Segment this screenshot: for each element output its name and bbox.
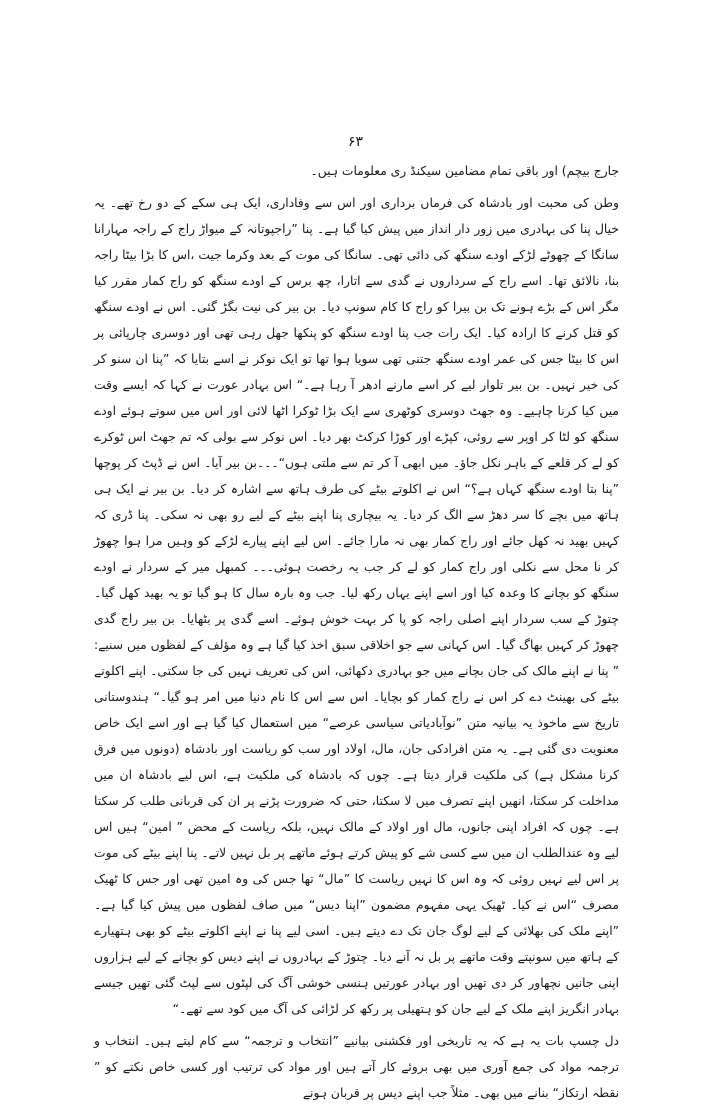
paragraph-1: جارج بیچم) اور باقی تمام مضامین سیکنڈ ری معلومات ہیں۔ bbox=[310, 164, 619, 178]
paragraph-3: دل چسپ بات یہ ہے کہ یہ تاریخی اور فکشنی بیانیے ”انتخاب و ترجمہ“ سے کام لیتے ہیں۔ انتخاب و ترجمہ مواد کی جمع آوری میں بھی بروئے کار آتے ہیں اور مواد کی ترتیب اور کسی خاص نکتے کو ” نقطہ ارتکاز“ بنانے میں بھی۔ مثلاً جب اپنے دیس پر قربان ہونے bbox=[94, 1034, 619, 1100]
page-body bbox=[94, 158, 619, 1106]
paragraph-2: وطن کی محبت اور بادشاہ کی فرماں برداری اور اس سے وفاداری، ایک ہی سکے کے دو رخ تھے۔ یہ خیال پنا کی بہادری میں زور دار انداز میں پیش کیا گیا ہے۔ پنا ”راجپوتانہ کے میواڑ راج کے راجہ مہارانا سانگا کے چھوٹے لڑکے اودے سنگھ کی دائی تھی۔ سانگا کی موت کے بعد وکرما جیت ،اس کا بڑا بیٹا راجہ بنا، نالائق تھا۔ اسے راج کے سرداروں نے گدی سے اتارا، چھ برس کے اودے سنگھ کو راج کمار مقرر کیا مگر اس کے بڑے ہونے تک بن بیرا کو راج کا کام سونپ دیا۔ بن بیر کی نیت بگڑ گئی۔ اس نے اودے سنگھ کو قتل کرنے کا ارادہ کیا۔ ایک رات جب پنا اودے سنگھ کو پنکھا جھل رہی تھی اور دوسری چارپائی پر اس کا بیٹا جس کی عمر اودے سنگھ جتنی تھی سویا ہوا تھا تو ایک نوکر نے اسے بتایا کہ ”پنا ان سنو کر کی خیر نہیں۔ بن بیر تلوار لیے کر اسے مارنے ادھر آ رہا ہے۔“ اس بہادر عورت نے کہا کہ ایسے وقت میں کیا کرنا چاہیے۔ وہ جھٹ دوسری کوٹھری سے ایک بڑا ٹوکرا اٹھا لائی اور اس میں سوتے ہوئے اودے سنگھ کو لٹا کر اوپر سے روئی، کپڑے اور کوڑا کرکٹ بھر دیا۔ اس نوکر سے بولی کہ تم جھٹ اس ٹوکرے کو لے کر قلعے کے باہر نکل جاؤ۔ میں ابھی آ کر تم سے ملتی ہوں“۔۔۔بن بیر آیا۔ اس نے ڈپٹ کر پوچھا ”پنا بتا اودے سنگھ کہاں ہے؟“ اس نے اکلوتے بیٹے کی طرف ہاتھ سے اشارہ کر دیا۔ بن بیر نے ایک ہی ہاتھ میں بچے کا سر دھڑ سے الگ کر دیا۔ یہ بیچاری پنا اپنے بیٹے کے لیے رو بھی نہ سکی۔ پنا ڈری کہ کہیں بھید نہ کھل جائے اور راج کمار بھی نہ مارا جائے۔ اس لیے اپنے پیارے لڑکے کو وہیں مرا ہوا چھوڑ کر نا محل سے نکلی اور راج کمار کو لے کر جب یہ رخصت ہوئی۔۔۔ کمبھل میر کے سردار نے اودے سنگھ کو بچانے کا وعدہ کیا اور اسے اپنے یہاں رکھ لیا۔ جب وہ بارہ سال کا ہو گیا تو یہ بھید کھل گیا۔ چتوڑ کے سب سردار اپنے اصلی راجہ کو پا کر بہت خوش ہوئے۔ اسے گدی پر بٹھایا۔ بن بیر راج گدی چھوڑ کر کہیں بھاگ گیا۔ اس کہانی سے جو اخلاقی سبق اخذ کیا گیا ہے وہ مؤلف کے لفظوں میں سنیے: ” پنا نے اپنے مالک کی جان بچانے میں جو بہادری دکھائی، اس کی تعریف نہیں کی جا سکتی۔ اپنے اکلوتے بیٹے کی بھینٹ دے کر اس نے راج کمار کو بچایا۔ اس سے اس کا نام دنیا میں امر ہو گیا۔“ ہندوستانی تاریخ سے ماخوذ یہ بیانیہ متن ”نوآبادیاتی سیاسی عرصے“ میں استعمال کیا گیا ہے اور اسے ایک خاص معنویت دی گئی ہے۔ یہ متن افرادکی جان، مال، اولاد اور سب کو ریاست اور بادشاہ (دونوں میں فرق کرنا مشکل ہے) کی ملکیت قرار دیتا ہے۔ چوں کہ بادشاہ کی ملکیت ہے، اس لیے بادشاہ ان میں مداخلت کر سکتا، انھیں اپنے تصرف میں لا سکتا، حتی کہ ضرورت پڑنے پر ان کی قربانی طلب کر سکتا ہے۔ چوں کہ افراد اپنی جانوں، مال اور اولاد کے مالک نہیں، بلکہ ریاست کے محض ” امین“ ہیں اس لیے وہ عندالطلب ان میں سے کسی شے کو پیش کرتے ہوئے ماتھے پر بل نہیں لاتے۔ پنا اپنے بیٹے کی موت پر اس لیے نہیں روئی کہ وہ اس کا نہیں ریاست کا ”مال“ تھا جس کی وہ امین تھی اور جس کا ٹھیک مصرف “اس نے کیا۔ ٹھیک یہی مفہوم مضمون ”اپنا دیس“ میں صاف لفظوں میں پیش کیا گیا ہے۔ ”اپنے ملک کی بھلائی کے لیے لوگ جان تک دے دیتے ہیں۔ اسی لیے پنا نے اپنے اکلوتے بیٹے کو بھی ہتھیارے کے ہاتھ میں سونپتے وقت ماتھے پر بل نہ آنے دیا۔ چتوڑ کے بہادروں نے اپنے دیس کو بچانے کے لیے ہزاروں اپنی جانیں نچھاور کر دی تھیں اور بہادر عورتیں ہنسی خوشی آگ کی لپٹوں سے لپٹ گئی تھیں جیسے بہادر انگریز اپنے ملک کے لیے جان کو ہتھیلی پر رکھ کر لڑائی کی آگ میں کود سے تھے۔“ bbox=[94, 196, 619, 1016]
page-number: ۶۳ bbox=[347, 134, 364, 150]
